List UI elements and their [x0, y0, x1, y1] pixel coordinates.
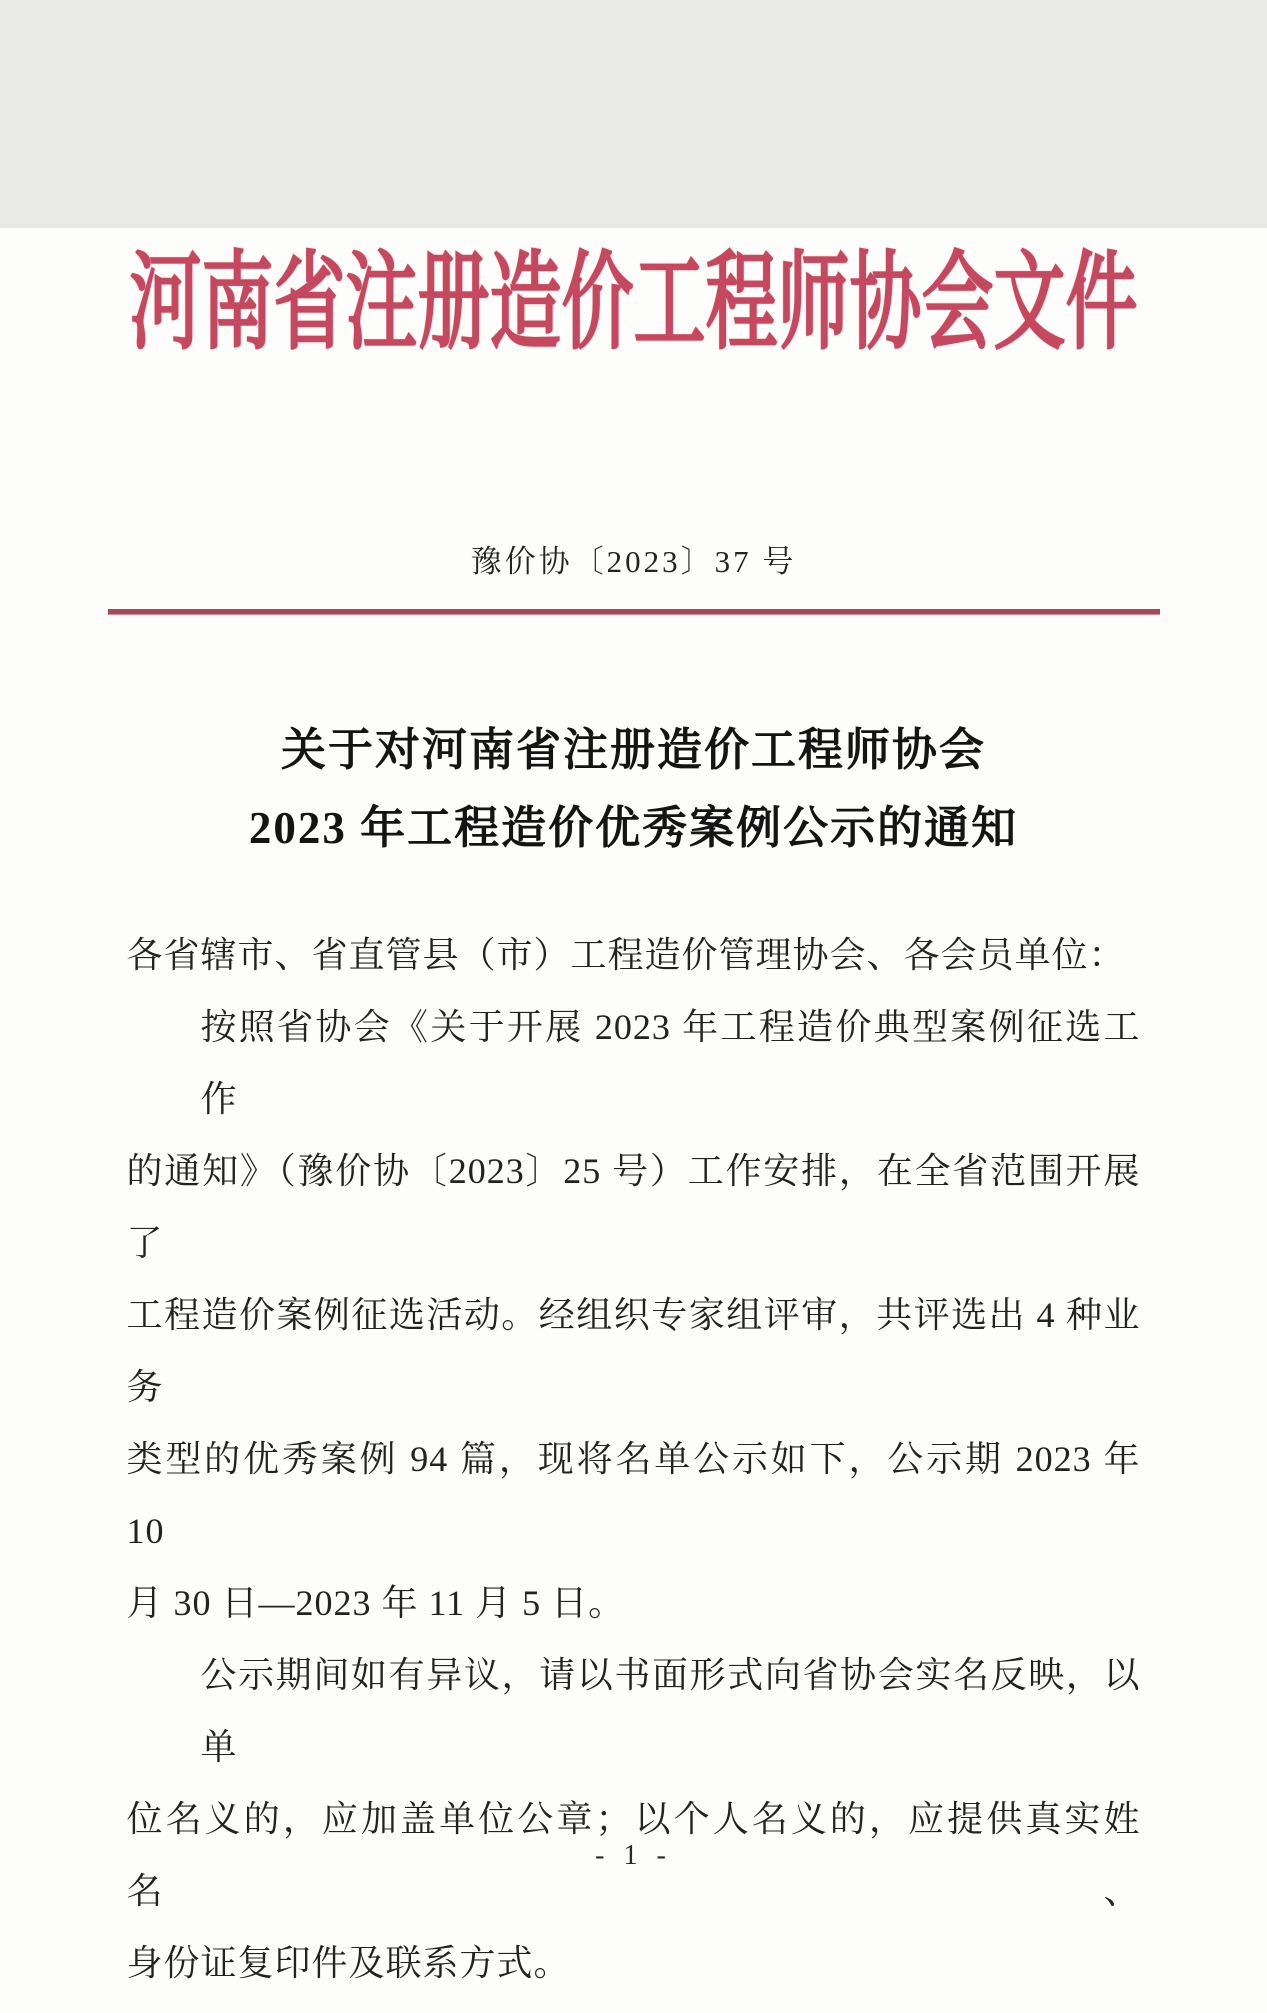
paragraph1-line1: 按照省协会《关于开展 2023 年工程造价典型案例征选工作	[200, 1007, 1141, 1119]
letterhead	[0, 228, 1267, 363]
page-number: - 1 -	[595, 1840, 672, 1871]
notice-title	[0, 711, 1267, 867]
paragraph1-line2: 的通知》（豫价协〔2023〕25 号）工作安排，在全省范围开展了	[126, 1151, 1141, 1263]
notice-title-line2: 2023 年工程造价优秀案例公示的通知	[248, 803, 1019, 853]
paragraph1-line3: 工程造价案例征选活动。经组织专家组评审，共评选出 4 种业务	[126, 1295, 1141, 1407]
document-body	[127, 919, 1141, 1999]
paragraph2-line2: 位名义的，应加盖单位公章；以个人名义的，应提供真实姓名、	[126, 1799, 1141, 1911]
red-divider-line	[108, 609, 1160, 615]
paragraph1-line4: 类型的优秀案例 94 篇，现将名单公示如下，公示期 2023 年 10	[126, 1439, 1141, 1551]
document-number: 豫价协〔2023〕37 号	[470, 544, 797, 579]
document-page	[0, 228, 1267, 2013]
notice-title-line1: 关于对河南省注册造价工程师协会	[280, 725, 986, 775]
paragraph2-line3: 身份证复印件及联系方式。	[126, 1943, 571, 1983]
letterhead-title: 河南省注册造价工程师协会文件	[129, 244, 1138, 363]
salutation-line: 各省辖市、省直管县（市）工程造价管理协会、各会员单位：	[126, 935, 1126, 975]
paragraph1-line5: 月 30 日—2023 年 11 月 5 日。	[126, 1583, 626, 1623]
paragraph2-line1: 公示期间如有异议，请以书面形式向省协会实名反映，以单	[200, 1655, 1141, 1767]
